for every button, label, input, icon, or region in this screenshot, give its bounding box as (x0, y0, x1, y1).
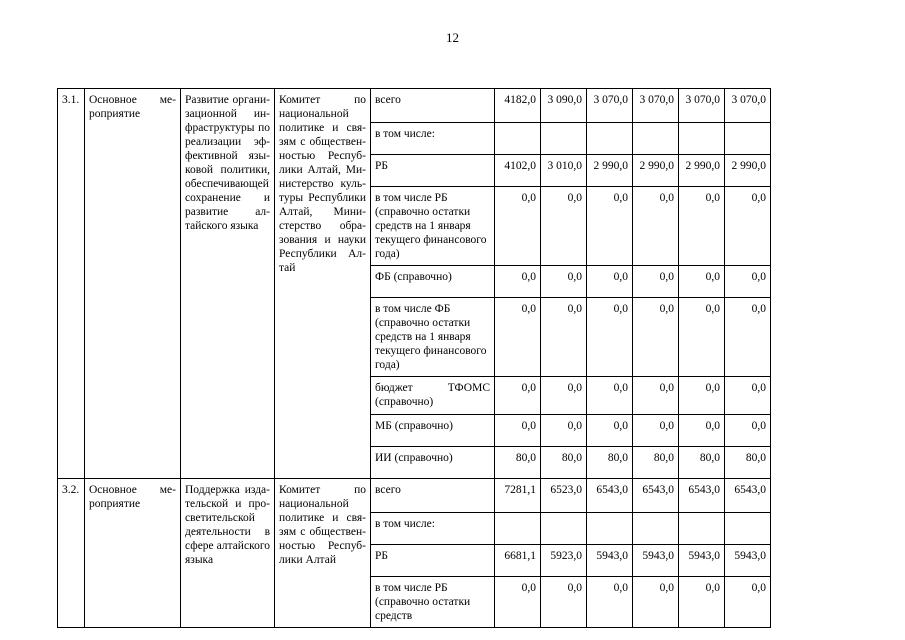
measure-description (181, 89, 275, 479)
measure-description (181, 479, 275, 628)
funding-value: 0,0 (679, 266, 725, 298)
funding-source: всего (371, 89, 495, 123)
funding-value: 0,0 (587, 266, 633, 298)
funding-value: 4102,0 (495, 155, 541, 187)
funding-value: 0,0 (633, 577, 679, 628)
cell-line: развитие ал- (185, 206, 270, 218)
funding-value: 2 990,0 (587, 155, 633, 187)
cell-line: реализации эф- (185, 136, 270, 148)
funding-value: 0,0 (633, 298, 679, 377)
funding-source: ФБ (справочно) (371, 266, 495, 298)
funding-value: 3 010,0 (541, 155, 587, 187)
funding-value: 0,0 (495, 415, 541, 447)
funding-value: 5943,0 (587, 545, 633, 577)
funding-value: 0,0 (541, 266, 587, 298)
cell-line: зационной ин- (185, 108, 270, 120)
funding-value: 6543,0 (679, 479, 725, 513)
funding-value (541, 513, 587, 545)
cell-line: фраструктуры по (185, 122, 270, 134)
funding-value (725, 123, 771, 155)
funding-value (495, 123, 541, 155)
funding-value: 4182,0 (495, 89, 541, 123)
funding-value: 0,0 (587, 298, 633, 377)
funding-value (495, 513, 541, 545)
funding-value: 0,0 (725, 187, 771, 266)
funding-value: 0,0 (587, 377, 633, 415)
funding-value: 0,0 (541, 187, 587, 266)
cell-line: роприятие (89, 108, 141, 120)
cell-line: политике и свя- (279, 122, 366, 134)
cell-line: Поддержка изда- (185, 484, 270, 496)
cell-line: стерство обра- (279, 220, 366, 232)
funding-value (587, 123, 633, 155)
funding-value: 7281,1 (495, 479, 541, 513)
cell-line: фективной язы- (185, 150, 270, 162)
funding-value: 80,0 (725, 447, 771, 479)
funding-source: в том числе РБ (справочно остатки средств на 1 января текущего финансового года) (371, 187, 495, 266)
measure-type (85, 89, 181, 479)
funding-value: 80,0 (633, 447, 679, 479)
table-body (58, 89, 771, 628)
funding-source: в том числе: (371, 123, 495, 155)
funding-value: 0,0 (541, 415, 587, 447)
cell-line: Основное ме- (89, 94, 176, 106)
funding-value: 0,0 (587, 415, 633, 447)
funding-value: 0,0 (587, 187, 633, 266)
funding-value: 3 070,0 (587, 89, 633, 123)
cell-line: сохранение и (185, 192, 270, 204)
funding-value: 2 990,0 (725, 155, 771, 187)
measure-number: 3.1. (58, 89, 85, 479)
funding-value (541, 123, 587, 155)
funding-value: 0,0 (725, 298, 771, 377)
cell-line: Основное ме- (89, 484, 176, 496)
cell-line: Развитие органи- (185, 94, 270, 106)
funding-value: 6681,1 (495, 545, 541, 577)
funding-value: 6523,0 (541, 479, 587, 513)
cell-line: лики Алтай (279, 554, 336, 566)
funding-value: 0,0 (633, 377, 679, 415)
funding-value (679, 513, 725, 545)
cell-line: национальной (279, 108, 349, 120)
funding-value: 80,0 (587, 447, 633, 479)
funding-value: 80,0 (495, 447, 541, 479)
cell-line: национальной (279, 498, 349, 510)
funding-source: всего (371, 479, 495, 513)
funding-value: 0,0 (633, 187, 679, 266)
cell-line: туры Республики (279, 192, 366, 204)
cell-line: лики Алтай, Ми- (279, 164, 366, 176)
funding-value (725, 513, 771, 545)
cell-line: обеспечивающей (185, 178, 269, 190)
funding-value: 6543,0 (725, 479, 771, 513)
funding-value: 0,0 (679, 298, 725, 377)
cell-line: зям с обществен- (279, 526, 366, 538)
cell-line: ностью Респуб- (279, 540, 366, 552)
funding-value: 5943,0 (725, 545, 771, 577)
funding-source: РБ (371, 545, 495, 577)
cell-line: тай (279, 262, 296, 274)
cell-line: зям с обществен- (279, 136, 366, 148)
measure-executor (275, 89, 371, 479)
measure-executor (275, 479, 371, 628)
funding-value: 3 070,0 (633, 89, 679, 123)
funding-value: 3 090,0 (541, 89, 587, 123)
funding-value: 0,0 (495, 577, 541, 628)
cell-line: нистерство куль- (279, 178, 366, 190)
table-row (58, 89, 771, 123)
funding-source: в том числе: (371, 513, 495, 545)
funding-value: 2 990,0 (633, 155, 679, 187)
funding-source: бюджет ТФОМС (справочно) (371, 377, 495, 415)
table-row (58, 479, 771, 513)
funding-value: 0,0 (725, 415, 771, 447)
funding-value: 0,0 (679, 187, 725, 266)
funding-value: 0,0 (633, 415, 679, 447)
funding-value: 0,0 (541, 298, 587, 377)
cell-line: Комитет по (279, 484, 366, 496)
funding-value: 80,0 (541, 447, 587, 479)
funding-value: 0,0 (725, 577, 771, 628)
cell-line: Алтай, Мини- (279, 206, 366, 218)
funding-value (679, 123, 725, 155)
funding-value: 5943,0 (679, 545, 725, 577)
funding-value: 0,0 (725, 266, 771, 298)
funding-value: 5923,0 (541, 545, 587, 577)
funding-value: 0,0 (679, 415, 725, 447)
funding-source: МБ (справочно) (371, 415, 495, 447)
funding-value: 0,0 (495, 377, 541, 415)
budget-table (57, 88, 771, 628)
funding-value: 0,0 (633, 266, 679, 298)
cell-line: Комитет по (279, 94, 366, 106)
cell-line: зования и науки (279, 234, 366, 246)
funding-value: 3 070,0 (679, 89, 725, 123)
funding-value: 0,0 (541, 577, 587, 628)
cell-line: сфере алтайского (185, 540, 270, 552)
funding-value (633, 513, 679, 545)
measure-type (85, 479, 181, 628)
cell-line: языка (185, 554, 214, 566)
cell-line: деятельности в (185, 526, 270, 538)
page-number: 12 (446, 30, 459, 45)
funding-value: 3 070,0 (725, 89, 771, 123)
funding-value: 0,0 (679, 377, 725, 415)
cell-line: ностью Респуб- (279, 150, 366, 162)
funding-value (587, 513, 633, 545)
funding-value: 6543,0 (633, 479, 679, 513)
funding-value: 0,0 (495, 298, 541, 377)
funding-value: 0,0 (495, 187, 541, 266)
funding-value: 80,0 (679, 447, 725, 479)
funding-value: 0,0 (725, 377, 771, 415)
funding-source: в том числе РБ (справочно остатки средств (371, 577, 495, 628)
funding-value: 0,0 (541, 377, 587, 415)
cell-line: политике и свя- (279, 512, 366, 524)
funding-value: 5943,0 (633, 545, 679, 577)
funding-value: 2 990,0 (679, 155, 725, 187)
funding-value: 6543,0 (587, 479, 633, 513)
cell-line: Республики Ал- (279, 248, 366, 260)
cell-line: тайского языка (185, 220, 259, 232)
funding-value: 0,0 (495, 266, 541, 298)
funding-value (633, 123, 679, 155)
measure-number: 3.2. (58, 479, 85, 628)
cell-line: роприятие (89, 498, 141, 510)
funding-value: 0,0 (679, 577, 725, 628)
cell-line: ковой политики, (185, 164, 270, 176)
cell-line: тельской и про- (185, 498, 270, 510)
cell-line: светительской (185, 512, 255, 524)
funding-source: РБ (371, 155, 495, 187)
funding-source: ИИ (справочно) (371, 447, 495, 479)
funding-value: 0,0 (587, 577, 633, 628)
funding-source: в том числе ФБ (справочно остатки средств на 1 января текущего финансового года) (371, 298, 495, 377)
